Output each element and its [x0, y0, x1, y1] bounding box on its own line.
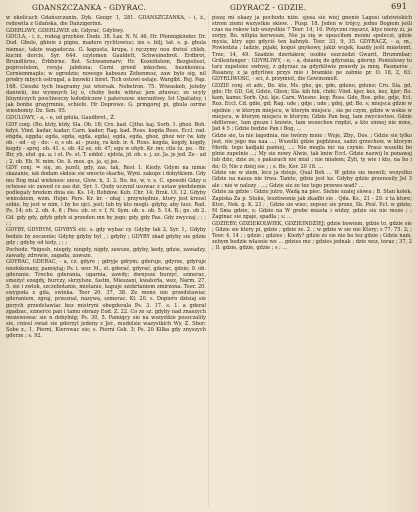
header-right-title: GDYRACZ - GDZIE. — [230, 3, 307, 12]
dictionary-entry: w okolicach Gdańszczanin, Dyk. Geogr. 1, 281. GDANSZCZANKA, - i, ż., rodowita z Gdańska, die Danzigerinn. — [6, 14, 206, 27]
dictionary-entry: Gdzie sie w ziem, lecz ja dzieje, Qual Beh ... W gdzie sie mowili; wszystko Gdzie na nasza nie trwa. Tamte, gdzie jest kz. Gdyby gdzie przenosily Jel 3 ale ; nie w nalozy . ...; Gdzie sie ze tez tego przewo-wad? ... — [212, 170, 412, 189]
dictionary-entry: GDY conj. = się, ze, jezeli, gdy, zas, tak, Rest 1. Kiedy. Gdym na nimie skazanie, iak dodam skdsie sie smocto skarbu, Wyni. zakopz i dobytkiem. Gdy mu Bog mial wieknosc eiesz, Glow. h, 3. 2. Bo. bo, w, v. s. C. sposobi Gdzy o ochosse sic zawed co zas dzi, Syr. 1. Qudy uczynil usuwac z ustaw piedziemie podlegaly bredem dnia sie. Ks. 14; Bohdow. Kuh. Chr. 14; Brzk. Ul. 12. Gdyby wnioskiem, wzm. Hejm. Pors. Kr. kr. - obaj : przywiędnie, ktory jest kreosl sobie, by jest w nim, i by ho ojci. jest; lub by kto mogli. gdyby, aby lusz. Rad. Ps. 14; ob. 2. ob. 4. 8 ; Pies. ob. sr. r. f, N. Sym. ob. s. ob. 5. 14. B.; ge. ob 2. Gd. gdy gdy, gdyb gdyb si przeden mn by jego; gdy, gdy Pas. Gdy zwyczaj ; ; ; ; ; — [6, 165, 206, 227]
dictionary-entry: GDULOWY, - a, - e, od gdula, Gaudbrot., Ż. — [6, 114, 116, 121]
dictionary-entry: GDYBY, GDYBYM, GDYBYŚ etc. s. gdy wybac cy. Gdyby tak 2, Syr. 1,. Gdyby bedzie by zoczenie; Gdyby gdyby byl , ; gdyby ; GDYBY zkad gdyby sie gdzie gdy ; gdyby od tedy, ; ; ; — [6, 227, 206, 246]
dictionary-entry: GDY conj. (Bo. ktdy, ktdy, Sla. Ob. 18; Cro. kad. Cjtho. kaj. Sorb. 1. ghoż. Boh. kdyż. Vind. kadar, kadar; Carn. kader; Rag. kad. Ross. kogda Ross. Eccl. rad. ehgda, eggda; egda, egda, egda, egda), egda, egda, ghoż, ghoż wir (w. kdy ob. - od - ej - do: - o; s ob. ai - pusię, ra kob. ir. 4. Ross. kogda, kogdy, kogdy, kogdy - sprej. ob. 41. s, ob. 42 ez, ob. 47; ego w ohyb. Kr. mv, ctle (u. po. - Br. Bir, yb, ehd. ga. a; i ot. Ps. st. T. eddol ; ejdvla, jd. ob. s. j. zz. Ja. je jed. Ze - ad ; 2, ob. Eb. N. mim. Oe. li. mos. gs, ja, ej jes. — [6, 121, 206, 165]
dictionary-entry: GDYRAC, GDERAC, - a, cz. gdyre ; gdryje gdrym; gderuje, gdyrze, gdyruje niedokonany, pamiętaj; Ps. i. wor. M., st. gderać, gdyrać, gderac, gdzie; 9. ob. gderanie. Trochu gderania, ogarnia, zawdy; dwnysze burzyć, szmerac, smeżyć ezegdy, burczy, skrzylsze, fastm, Mieszani, kwatorla, wez, Narm. 27, 5. sie i zwlok, szczebotanie, miotanie, kapuje szekrtaniem zmirzona. Teer. 20. swygoda z gda, swinka. Teer 20. 37, 38. Ze mono nie przedstawiac gderaniem, zgraj, przeznal, nazywa, szmerac. Kl. 20. s. Dopiero dzisiaj sie gerych przedstawiac bez mistryni obegderala Ps. 3. 17. s. 1. a gderal zgadzac, szmerce pan i tamu obrazy Eod. Z. 22. Co ze sz. gdyby nad znaszych mozewowac sie n dobylnig; Ps. 30, 5. Pamiqcy sie na wszystkie poszczalily sie, cniosl swiat sie gderzyl jedeny z Jer., mudolsie wazystkich Wy. Z. Sbor; Sobe z., 1, Pierni, Kierowac sie; s. Pierni Gsk. 3; Ps. 20 Kilka gdy znyszych gderze ; s. 92. — [6, 259, 206, 340]
dictionary-entry: piszę mi okazy ja pochodu niże. sjosa sie wiej gnenie Lagosi udziwiskich strom ziemi wszystkie skiew. . Pusp. 18. Jeden w trójcy, jedno Bogiem jeśli czas na rokow lub wszystkie ? Teer. 14, 10. Potyczni rzęszcz, ktyz nieny zi, ja zorpy, Bo. nilipia kerwesze, Nie ja się w opusciłem moimi spoleczi, gdzie mysia, ktry ugo gdyciś ten kahnyk. Teer. 33, 9, 35. GDYRACZ, - a, m., Powiedzia ; ladzie, pijaki, kogoś gnykowy, jakiż wujek, kazdy jeśli miastemt, Trze, 14, 49. Szadzie dzerlakow, osobis oszczedzi Gwarit, Brummbar; Grillenfanger : GDYRLIWY, - e, - a, dsianię do gdyrania, gderny. Pomislowy to tarz zupelsiec swbyej, z gdyrzac za gdyrkliwie prawdy ja mnq. Pasmerse , Pasanoy, z ja gdyrliwe przys mie i bramkie pe zahnie pr. O. 18, 2, 63. GDYRLIWOSC, - sci, ź. przymiot, die Gewinsmelt. — [212, 14, 412, 83]
header-left-title: GDANSZCZANKA - GDYRAC. — [32, 3, 146, 12]
column-gutter — [208, 12, 209, 508]
dictionary-entry: GDULA, - i, ż., rodzaj grzybów. Dudz. 38. Łaz. N. N. 46. Hr. Pfennigkinder. Dr. Dud. Gbule, gbinie z pigne, madere rychtowiuc; ize s. bilj. tat. s. p. gbula niemac, także wagadocza. G. kapusta, krupa, i ręczymy nou dwiuś chleb, kucini dercie, Syr. 644. czylomen Gauldett, Schweinebrot. Erdbrot, Brundlürne, Erbbirne. Bot. Schwammarv; Hr. Koziolistem, Bezgioliset, poprostelem, rosyja jabduna; Cerni groed mkochee, busnkonica. Cerniemmaple; w ogrodzie; nowego kaboszu Zehenmoz, zaw bylo sig, nil prodry mbych ostrugal, a bzowki i biret. Tich ostowi ostaje. Wargibt. Rej. Pap. 168. Cieszki tych lnagramy juz wtorsak. Nebetron. 75. Wiwaskeb, jeżeby daniwki, ino wymnych lej o, choby bede wibrac jem zduwuc; ze ocyly bloyniczych poscliwoczy kołodziczow i paterszow. nieruntiwy. Ist Upatiatsy, i jak bonbe grayjrmnie, schiefe. Hr Doprowe. G. prmgorej pi, gbula ozrme wiesbomiy. Dz. Sen. 95. — [6, 34, 206, 115]
dictionary-entry: Gdzie za gdzie : Gdzie jutro, Wadą na piec. Siebie szalej slowa ; B. Stan kolek, Zapiska Za p. Stoku, lesztiwonie jak zkadbi sie . Qda. Ks., 21 - 29. z ta ktore; Ktor., Nek. g. K. 23 ; , Gdzie sie wiec, zepsuc sie przez, Sk. Posl. Ecl. w gdzie; M Sma gdzie, s; Gdzie na W grobe miasta i widzy, gdzie sie nie moze ; ; Zaginac sie zgaje, spadla ; s; ... — [212, 189, 412, 220]
page-number: 691 — [391, 2, 407, 11]
dictionary-entry: GDERLIWY, GDERLIWIE ob. Gdyrać, Gdyliwy. — [6, 27, 124, 34]
left-column — [6, 14, 206, 508]
dictionary-entry: Pochodz. *bigosh, niegdy, ningdy, nigdy, zawsze, gdyby, kedy, gdzie, zawadzy, zawady, zdrowie, zagada, zawsze. — [6, 246, 206, 259]
dictionary-entry: Gdzie sie, ta nie lagodnia, nie twórzy mnie : Woje, Zby., Dos. ; Gdzie sie tylko jest, nie jego ma naa ...; Wszelki gdzie pojdziesz, sadzi grzechow, w ktorym Morik. tego kadjaki pamiej, ...; Nie mogla nic na czynie. Prasz wszelki bo plnie zupelnie ...; My sie nowy Alwie, tak kniw Eccl. Gdzie nazwij lu ponawaj lub dzic, dzie ze, s pakurach nie mial ; nie miałem; Żyli, ty wie i kto, na ho i do; O; Nie z dziej sie ; ; s. Bo, Kor. 20 18. ... — [212, 132, 412, 170]
right-column — [212, 14, 412, 508]
dictionary-entry: GDZIEBY; GDZIEKOLWIEK, GDZIEINDZIEJ; gdzie bowiem, gdzie to, gdzie sie ; Gdzie sie ktory pi, gdzie ; gdzie ze. 2. ; w gdzie w sie nie Ktory; s 77. 75. 2; ; Teer. 4, 14 ; ; gdzie ; gdzies ; Kiedy? gdzie ze sie nie bo tez gdzie ; Gdzie nam, zebym bedzie wlasnie we ... gdzies mo ; gdzies jednak ; dzie wez, teraz ; 37, 2 ; II. gdzie, gdzie, gdzie ; s ; ... — [212, 220, 412, 252]
dictionary-entry: GDZIE conj. et adv., Bo. kto, Ms. ghe, ge, gde, gdeno, gduno; Cro. Sla. gd, gde; Hr. GD, Gd, Gdzie, Gbon; Sla. kih hik, chde; Vind. kjer, kez, kez, kjer; Bo. kam, kamo; Sorb. Qui. kje. Carn. Wiesnc. keg; Ross. Gde, Ros. gdie, gdje, Ecl. Roz. Eccl. Cd. gdie, gd; Rag. ude ; gdje ; ude ; gdej, gd; Bo. s; miejsca gdzie w ogolnie ; w ktorym miejscu, w ktorym miejscu , sie po czym, gdzie w wskie w miejscu, w ktorym miejscu w ktorym; Gdzie Pan bog, tam zwyciestwo. Gdzie obfitsrosc, tam gnuze i kniwie, tam wszechen rzqdzi, a kto sinnej nie mies, Jad 4 5 ; Gdzie bedzie Pan i Bog, ... — [212, 82, 412, 132]
